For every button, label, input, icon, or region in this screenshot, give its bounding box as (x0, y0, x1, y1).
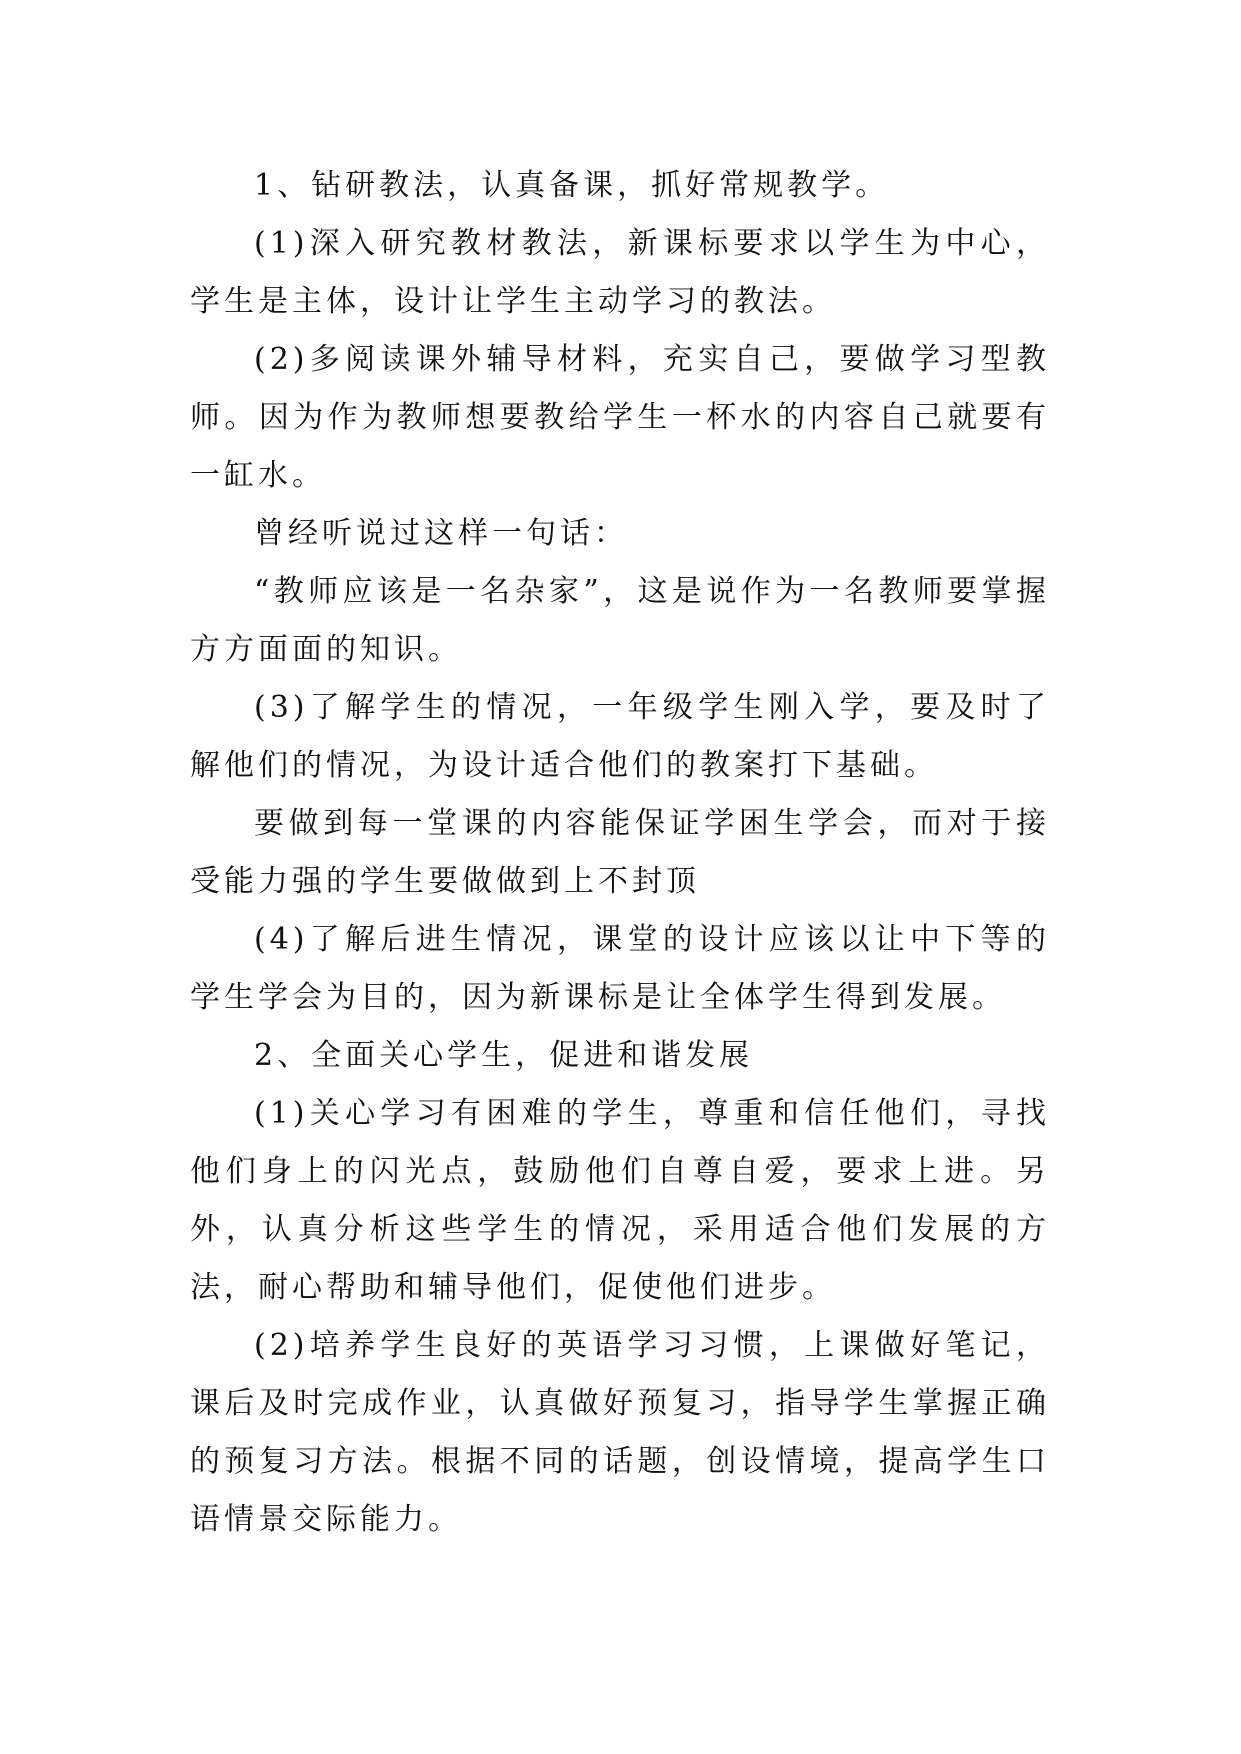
paragraph-item-1-2: (2)多阅读课外辅导材料，充实自己，要做学习型教师。因为作为教师想要教给学生一杯水的内容自己就要有一缸水。 (190, 342, 1050, 493)
document-body (190, 157, 1050, 1549)
paragraph-quote-intro: 曾经听说过这样一句话： (254, 516, 628, 551)
paragraph-item-2-1: (1)关心学习有困难的学生，尊重和信任他们，寻找他们身上的闪光点，鼓励他们自尊自爱，要求上进。另外，认真分析这些学生的情况，采用适合他们发展的方法，耐心帮助和辅导他们，促使他们进步。 (190, 1096, 1050, 1305)
paragraph-heading-2: 2、全面关心学生，促进和谐发展 (254, 1038, 754, 1073)
paragraph-heading-1: 1、钻研教法，认真备课，抓好常规教学。 (254, 168, 890, 203)
paragraph-item-2-2: (2)培养学生良好的英语学习习惯，上课做好笔记，课后及时完成作业，认真做好预复习，指导学生掌握正确的预复习方法。根据不同的话题，创设情境，提高学生口语情景交际能力。 (190, 1328, 1050, 1537)
paragraph-item-1-3: (3)了解学生的情况，一年级学生刚入学，要及时了解他们的情况，为设计适合他们的教案打下基础。 (190, 690, 1050, 783)
paragraph-item-1-1: (1)深入研究教材教法，新课标要求以学生为中心，学生是主体，设计让学生主动学习的教法。 (190, 226, 1050, 319)
paragraph-item-1-3-note: 要做到每一堂课的内容能保证学困生学会，而对于接受能力强的学生要做做到上不封顶 (190, 806, 1050, 899)
paragraph-quote: “教师应该是一名杂家”，这是说作为一名教师要掌握方方面面的知识。 (190, 574, 1050, 667)
paragraph-item-1-4: (4)了解后进生情况，课堂的设计应该以让中下等的学生学会为目的，因为新课标是让全体学生得到发展。 (190, 922, 1050, 1015)
